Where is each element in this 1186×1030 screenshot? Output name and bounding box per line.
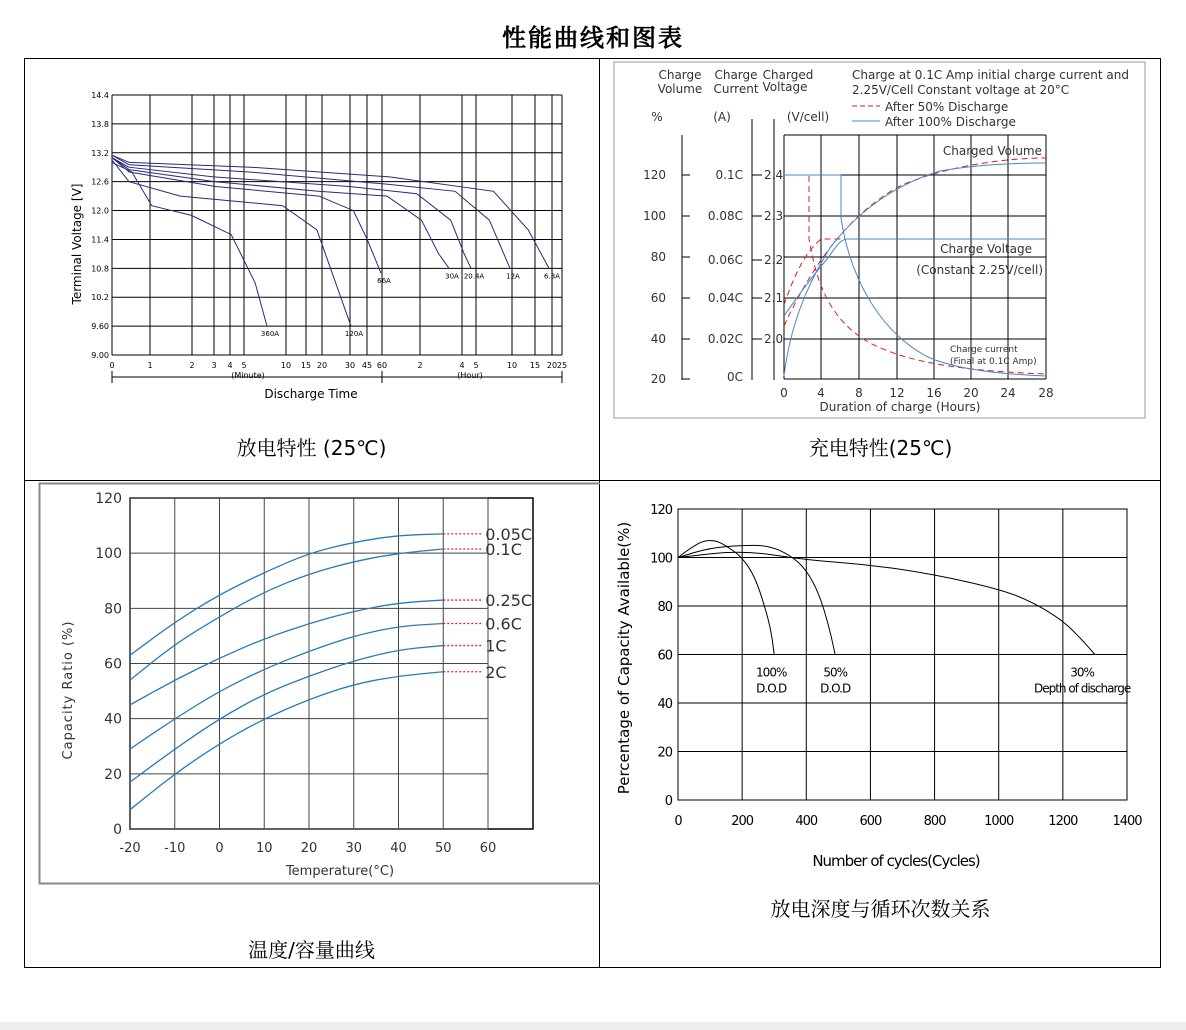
charge-x-tick: 28	[1038, 386, 1054, 400]
discharge-x-tick: 4	[227, 361, 233, 370]
charge-x-tick: 8	[855, 386, 863, 400]
discharge-y-label: Terminal Voltage [V]	[70, 183, 84, 305]
cycles-x-tick: 600	[859, 814, 882, 829]
voltage-tick: 2.2	[764, 253, 784, 267]
cycles-annotation-label: Depth of discharge	[1033, 681, 1131, 696]
charge-x-tick: 24	[1000, 386, 1016, 400]
temperature-x-tick: 60	[479, 841, 497, 856]
unit-voltage: (V/cell)	[786, 110, 830, 124]
discharge-series-66A	[112, 158, 381, 274]
header-charged-voltage-2: Voltage	[762, 80, 808, 94]
volume-tick: 80	[650, 250, 666, 264]
charge-x-label: Duration of charge (Hours)	[819, 400, 981, 414]
discharge-series-20.4A	[112, 158, 471, 269]
discharge-x-tick: 25	[556, 361, 568, 370]
discharge-series-label: 12A	[506, 272, 520, 281]
current-tick: 0C	[726, 370, 743, 384]
cycles-y-tick: 40	[657, 697, 672, 712]
unit-volume: %	[651, 110, 663, 124]
discharge-series-30A	[112, 158, 449, 269]
cycles-x-tick: 800	[923, 814, 946, 829]
temperature-series-label: 2C	[485, 662, 507, 682]
label-final: (Final at 0.1C Amp)	[950, 357, 1037, 367]
header-charge-volume-2: Volume	[657, 82, 703, 96]
temperature-x-tick: -20	[119, 841, 141, 856]
discharge-chart	[24, 58, 599, 480]
temperature-chart	[38, 482, 600, 886]
cycles-x-tick: 1400	[1112, 814, 1142, 829]
discharge-x-tick: 20	[316, 361, 328, 370]
cycles-annotation-pct: 30%	[1070, 665, 1094, 680]
discharge-series-label: 30A	[445, 272, 459, 281]
charge-x-tick: 4	[817, 386, 825, 400]
discharge-x-tick: 20	[546, 361, 558, 370]
discharge-y-tick: 9.60	[91, 322, 109, 332]
cycles-y-tick: 20	[657, 745, 672, 761]
cycles-series	[678, 552, 1095, 654]
cycles-x-tick: 0	[674, 814, 682, 829]
discharge-y-tick: 10.8	[91, 264, 109, 274]
volume-tick: 120	[643, 168, 666, 182]
temperature-y-tick: 120	[95, 491, 122, 507]
discharge-x-tick: 0	[109, 361, 115, 370]
cycles-y-label: Percentage of Capacity Available(%)	[615, 521, 633, 795]
discharge-x-tick: 4	[459, 361, 465, 370]
discharge-x-tick: 5	[241, 361, 247, 370]
discharge-y-tick: 14.4	[91, 91, 109, 100]
discharge-y-tick: 12.6	[91, 177, 109, 187]
volume-tick: 60	[650, 291, 666, 305]
discharge-y-tick: 11.4	[91, 235, 109, 245]
legend-title-line1: Charge at 0.1C Amp initial charge current and	[852, 68, 1129, 82]
temperature-x-tick: 0	[215, 841, 224, 856]
discharge-x-tick: 10	[280, 361, 292, 370]
discharge-y-tick: 13.2	[91, 148, 109, 158]
cycles-y-tick: 100	[650, 551, 672, 567]
discharge-x-tick: 2	[417, 361, 423, 370]
charge-x-tick: 20	[963, 386, 979, 400]
temperature-y-tick: 60	[104, 656, 122, 673]
temperature-x-tick: 10	[255, 841, 273, 856]
discharge-series-label: 20.4A	[463, 272, 485, 281]
cycles-x-tick: 1200	[1048, 814, 1078, 829]
discharge-x-tick: 45	[361, 361, 373, 370]
table-divider-horizontal	[24, 480, 1161, 481]
unit-current: (A)	[713, 110, 731, 124]
temperature-x-label: Temperature(°C)	[285, 864, 395, 879]
discharge-minute-unit: (Minute)	[231, 371, 265, 380]
temperature-y-tick: 40	[104, 711, 122, 728]
cycles-chart	[600, 482, 1161, 886]
cycles-annotation-pct: 50%	[823, 665, 847, 680]
temperature-series-label: 0.25C	[485, 591, 533, 611]
temperature-y-tick: 0	[113, 822, 122, 838]
cycles-x-tick: 1000	[984, 814, 1014, 829]
cycles-x-tick: 200	[731, 814, 754, 829]
header-charged-voltage-1: Charged	[762, 68, 814, 82]
discharge-series-label: 66A	[377, 277, 391, 286]
temperature-series-label: 1C	[485, 636, 507, 656]
cycles-x-label: Number of cycles(Cycles)	[812, 852, 980, 870]
cycles-x-tick: 400	[795, 814, 818, 829]
cycles-caption: 放电深度与循环次数关系	[770, 897, 991, 921]
header-charge-volume-1: Charge	[658, 68, 702, 82]
page-title: 性能曲线和图表	[502, 24, 684, 52]
discharge-y-tick: 13.8	[91, 119, 109, 129]
bottom-bar	[0, 1022, 1186, 1030]
charge-x-tick: 12	[889, 386, 905, 400]
discharge-x-tick: 60	[376, 361, 388, 370]
voltage-tick: 2.3	[764, 209, 784, 223]
label-constant: (Constant 2.25V/cell)	[916, 263, 1043, 277]
discharge-x-tick: 15	[529, 361, 541, 370]
current-tick: 0.04C	[707, 291, 743, 305]
voltage-tick: 2.0	[764, 332, 784, 346]
voltage-tick: 2.1	[764, 291, 784, 305]
temperature-x-tick: -10	[164, 841, 186, 856]
cycles-series	[678, 545, 835, 654]
label-charged-volume: Charged Volume	[942, 144, 1042, 158]
legend-100: After 100% Discharge	[885, 115, 1016, 129]
discharge-y-tick: 9.00	[91, 351, 109, 360]
temperature-x-tick: 20	[300, 841, 318, 856]
temperature-series-0.25C	[130, 600, 443, 705]
discharge-x-tick: 5	[473, 361, 479, 370]
discharge-x-tick: 3	[211, 361, 217, 370]
temperature-y-label: Capacity Ratio (%)	[61, 620, 76, 760]
temperature-y-tick: 20	[104, 766, 122, 783]
discharge-x-tick: 10	[506, 361, 518, 370]
temperature-series-1C	[130, 646, 443, 783]
discharge-series-label: 6.3A	[544, 272, 560, 281]
label-charge-voltage: Charge Voltage	[940, 242, 1032, 256]
discharge-x-tick: 1	[147, 361, 153, 370]
cycles-y-tick: 120	[650, 503, 672, 518]
volume-tick: 20	[650, 372, 666, 386]
temperature-series-label: 0.6C	[485, 614, 522, 634]
cycles-y-tick: 60	[657, 648, 672, 664]
header-charge-current-1: Charge	[714, 68, 758, 82]
temperature-y-tick: 100	[95, 546, 122, 563]
current-tick: 0.08C	[707, 209, 743, 223]
cycles-y-tick: 0	[664, 794, 672, 809]
charge-x-tick: 0	[780, 386, 788, 400]
discharge-series-120A	[112, 160, 351, 326]
voltage-tick: 2.4	[764, 168, 784, 182]
discharge-x-label: Discharge Time	[264, 387, 358, 401]
discharge-y-tick: 12.0	[91, 206, 109, 216]
temperature-series-0.05C	[130, 534, 443, 655]
temperature-series-label: 0.1C	[485, 540, 522, 560]
volume-tick: 40	[650, 332, 666, 346]
charge-frame	[614, 62, 1145, 418]
current-tick: 0.06C	[707, 253, 743, 267]
current-tick: 0.02C	[707, 332, 743, 346]
cycles-annotation-label: D.O.D	[756, 681, 787, 696]
charge-caption: 充电特性(25℃)	[808, 436, 953, 460]
cycles-y-tick: 80	[657, 600, 672, 615]
temperature-series-label: 0.05C	[485, 524, 533, 544]
header-charge-current-2: Current	[713, 82, 759, 96]
temperature-series-0.6C	[130, 624, 443, 750]
cycles-annotation-label: D.O.D	[820, 681, 851, 696]
discharge-series-label: 360A	[260, 330, 280, 339]
charge-chart	[600, 58, 1161, 480]
current-tick: 0.1C	[715, 168, 743, 182]
discharge-x-tick: 15	[300, 361, 312, 370]
discharge-caption: 放电特性 (25℃)	[236, 436, 387, 460]
discharge-series-label: 120A	[344, 330, 364, 339]
temperature-x-tick: 50	[434, 841, 452, 856]
temperature-caption: 温度/容量曲线	[248, 938, 375, 962]
discharge-x-tick: 30	[344, 361, 356, 370]
temperature-y-tick: 80	[104, 601, 122, 618]
volume-tick: 100	[643, 209, 666, 223]
discharge-x-tick: 2	[189, 361, 195, 370]
cycles-annotation-pct: 100%	[756, 665, 787, 680]
label-charge-current: Charge current	[950, 345, 1018, 355]
discharge-hour-unit: (Hour)	[457, 371, 483, 380]
legend-50: After 50% Discharge	[885, 100, 1009, 114]
temperature-series-2C	[130, 672, 443, 810]
temperature-x-tick: 30	[345, 841, 363, 856]
charge-x-tick: 16	[926, 386, 942, 400]
temperature-x-tick: 40	[390, 841, 407, 856]
discharge-y-tick: 10.2	[91, 293, 109, 303]
legend-title-line2: 2.25V/Cell Constant voltage at 20°C	[852, 83, 1070, 97]
